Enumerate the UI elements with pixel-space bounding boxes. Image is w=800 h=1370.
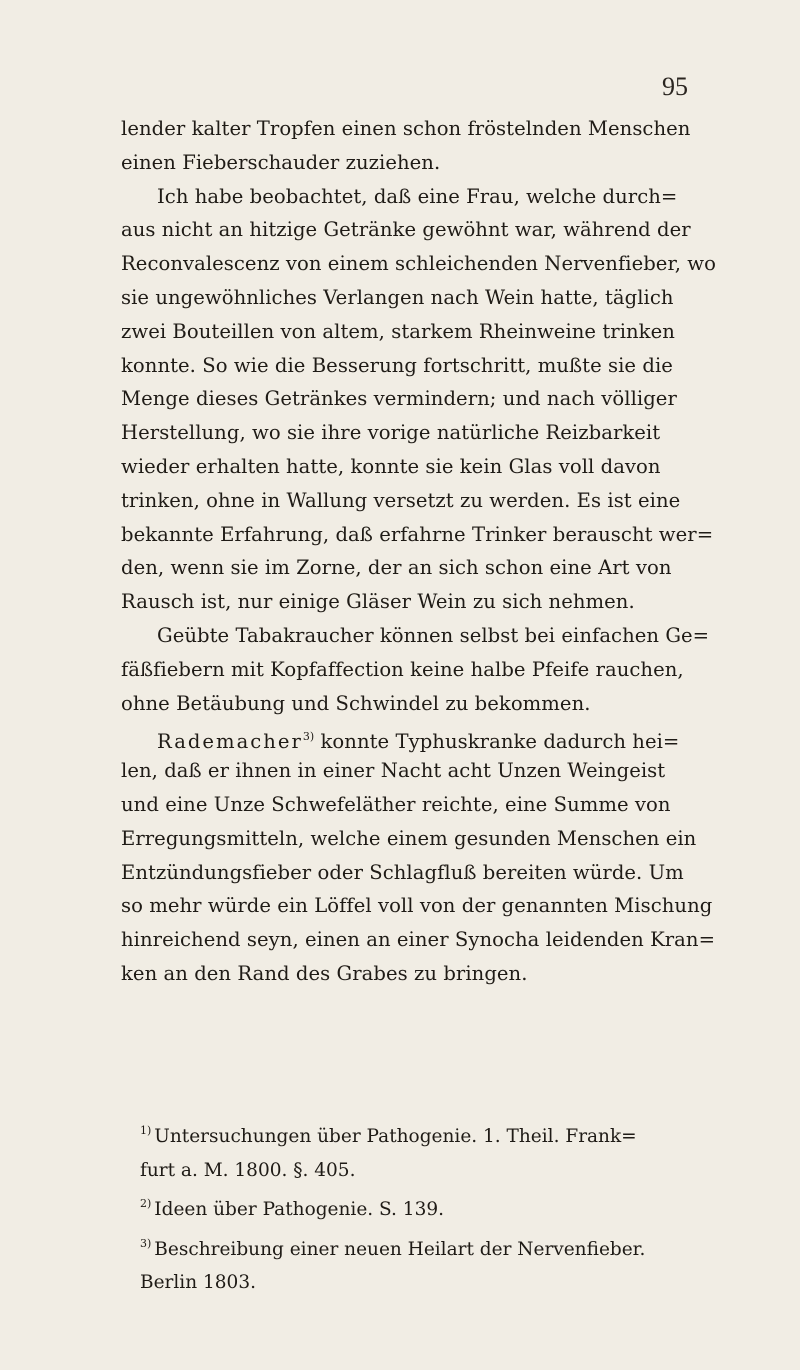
text-line: Ich habe beobachtet, daß eine Frau, welche durch= xyxy=(157,184,678,208)
footnote-mark: 2) xyxy=(140,1197,152,1210)
body-text xyxy=(121,112,716,991)
text-line: ken an den Rand des Grabes zu bringen. xyxy=(121,961,528,985)
footnote-text: Untersuchungen über Pathogenie. 1. Theil. Frank= xyxy=(154,1126,637,1147)
text-line: Reconvalescenz von einem schleichenden Nervenfieber, wo xyxy=(121,252,716,276)
text-line: bekannte Erfahrung, daß erfahrne Trinker berauscht wer= xyxy=(121,522,714,546)
footnote-mark: 3) xyxy=(140,1236,152,1250)
footnote-1-continued: furt a. M. 1800. §. 405. xyxy=(140,1159,356,1181)
text-line: len, daß er ihnen in einer Nacht acht Unzen Weingeist xyxy=(121,759,666,783)
text-line: den, wenn sie im Zorne, der an sich schon eine Art von xyxy=(121,556,672,580)
text-line: sie ungewöhnliches Verlangen nach Wein hatte, täglich xyxy=(121,285,674,309)
footnote-3 xyxy=(129,1227,689,1267)
text-line: konnte. So wie die Besserung fortschritt, mußte sie die xyxy=(121,353,673,377)
footnote-2 xyxy=(129,1187,689,1227)
footnote-1 xyxy=(129,1114,689,1154)
footnote-text: Ideen über Pathogenie. S. 139. xyxy=(154,1199,445,1220)
text-line: ohne Betäubung und Schwindel zu bekommen. xyxy=(121,691,591,715)
text-fragment: konnte Typhuskranke dadurch hei= xyxy=(314,730,680,754)
footnote-ref: 3) xyxy=(302,730,315,744)
text-line: fäßfiebern mit Kopfaffection keine halbe Pfeife rauchen, xyxy=(121,657,684,681)
page-number: 95 xyxy=(662,72,688,101)
author-name-rademacher: Rademacher xyxy=(157,730,303,754)
text-line: Erregungsmitteln, welche einem gesunden Menschen ein xyxy=(121,826,697,850)
footnote-3-continued: Berlin 1803. xyxy=(140,1272,256,1293)
text-line: so mehr würde ein Löffel voll von der genannten Mischung xyxy=(121,894,713,918)
footnote-text: Beschreibung einer neuen Heilart der Nervenfieber. xyxy=(154,1238,646,1260)
text-line: Herstellung, wo sie ihre vorige natürliche Reizbarkeit xyxy=(121,421,661,445)
text-line: lender kalter Tropfen einen schon fröstelnden Menschen xyxy=(121,117,691,140)
text-line: hinreichend seyn, einen an einer Synocha leidenden Kran= xyxy=(121,928,716,952)
text-line: aus nicht an hitzige Getränke gewöhnt war, während der xyxy=(121,218,691,242)
text-line xyxy=(121,720,691,754)
text-line: Menge dieses Getränkes vermindern; und nach völliger xyxy=(121,387,677,411)
text-line: wieder erhalten hatte, konnte sie kein Glas voll davon xyxy=(121,454,661,478)
text-line: Rausch ist, nur einige Gläser Wein zu sich nehmen. xyxy=(121,590,635,614)
footnote-mark: 1) xyxy=(140,1124,152,1137)
text-line: Entzündungsfieber oder Schlagfluß bereiten würde. Um xyxy=(121,860,684,884)
text-line: einen Fieberschauder zuziehen. xyxy=(121,150,441,174)
text-line: Geübte Tabakraucher können selbst bei einfachen Ge= xyxy=(157,623,710,647)
footnotes xyxy=(129,1114,689,1300)
text-line: zwei Bouteillen von altem, starkem Rheinweine trinken xyxy=(121,319,675,343)
text-line: und eine Unze Schwefeläther reichte, eine Summe von xyxy=(121,792,671,816)
text-line: trinken, ohne in Wallung versetzt zu werden. Es ist eine xyxy=(121,488,681,512)
